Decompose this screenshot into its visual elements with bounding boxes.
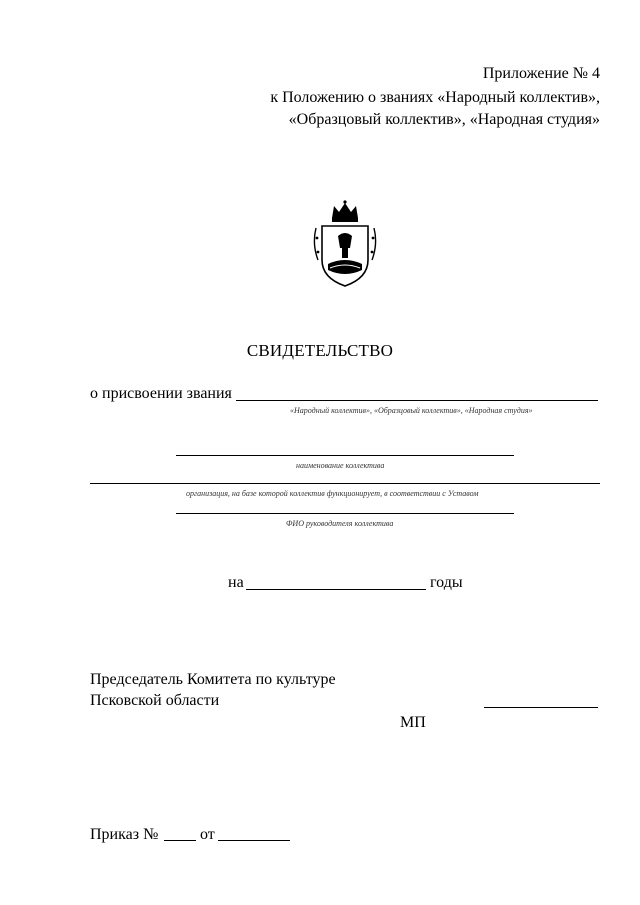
coat-of-arms-icon	[308, 198, 382, 292]
signatory-title: Председатель Комитета по культуре	[90, 671, 336, 688]
order-from-label: от	[200, 826, 215, 843]
organization-line	[90, 483, 600, 484]
organization-caption: организация, на базе которой коллектив функционирует, в соответствии с Уставом	[186, 489, 479, 498]
leader-line	[176, 513, 514, 514]
award-title-line	[236, 400, 598, 401]
order-label: Приказ №	[90, 826, 159, 843]
appendix-titles-line: «Образцовый коллектив», «Народная студия»	[288, 111, 600, 128]
period-suffix: годы	[430, 574, 463, 591]
appendix-number: Приложение № 4	[482, 65, 600, 82]
award-title-caption: «Народный коллектив», «Образцовый коллектив», «Народная студия»	[290, 406, 533, 415]
period-prefix: на	[228, 574, 244, 591]
collective-name-line	[176, 455, 514, 456]
signature-line	[484, 707, 598, 708]
signatory-region: Псковской области	[90, 692, 220, 709]
period-line	[246, 589, 426, 590]
leader-caption: ФИО руководителя коллектива	[286, 519, 394, 528]
order-date-line	[218, 840, 290, 841]
certificate-title: СВИДЕТЕЛЬСТВО	[246, 341, 394, 360]
seal-mark: МП	[400, 714, 426, 731]
award-label: о присвоении звания	[90, 385, 232, 402]
order-number-line	[164, 840, 196, 841]
collective-name-caption: наименование коллектива	[296, 461, 385, 470]
appendix-regulation-line: к Положению о званиях «Народный коллектив»,	[270, 89, 600, 106]
coat-of-arms-graphic	[308, 198, 382, 292]
